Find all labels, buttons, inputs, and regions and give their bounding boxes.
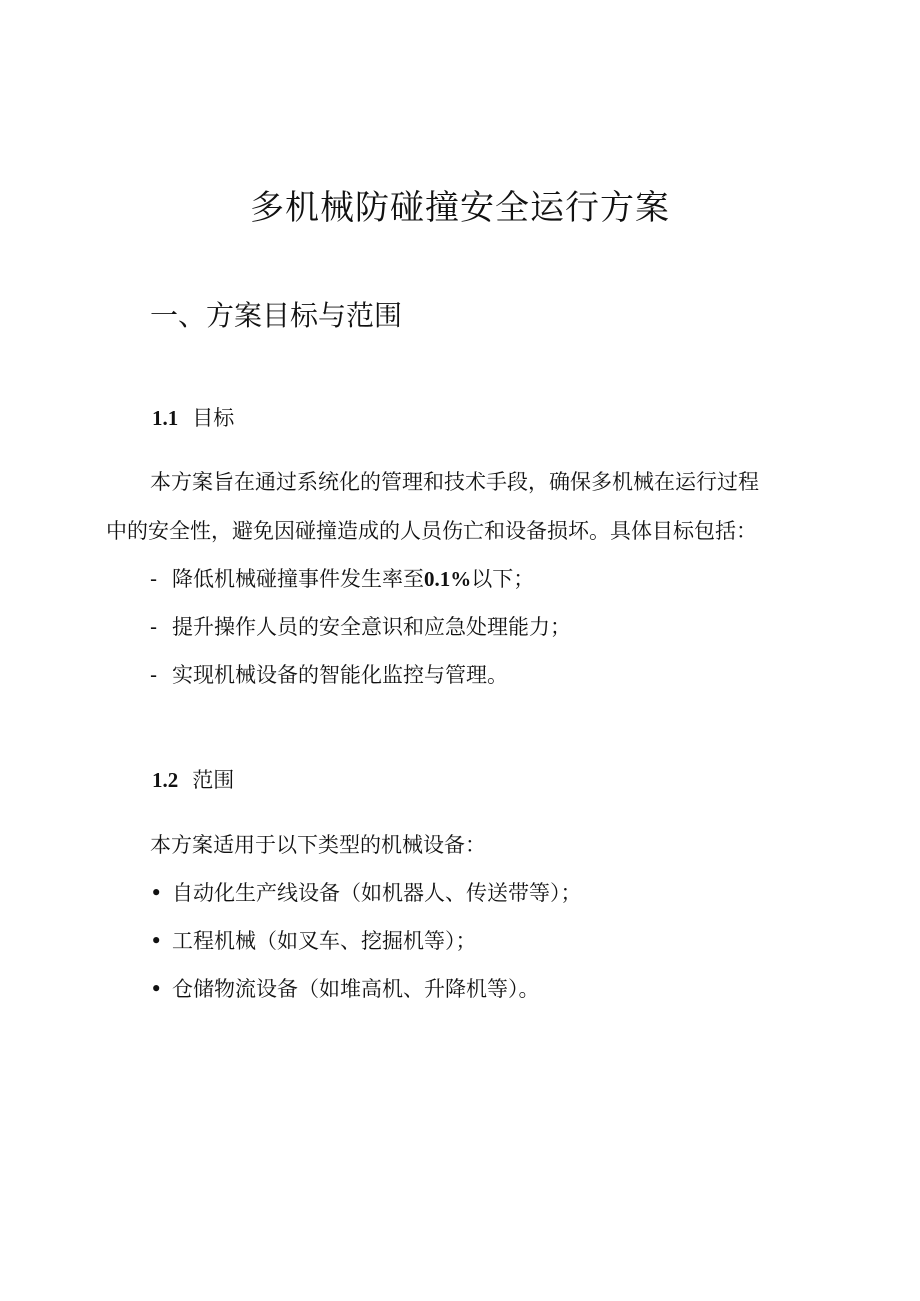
bullet-marker: • (150, 977, 163, 1001)
section-heading: 一、方案目标与范围 (150, 299, 403, 332)
goal-text-before: 降低机械碰撞事件发生率至 (172, 567, 424, 591)
goal-text: 实现机械设备的智能化监控与管理。 (172, 663, 508, 687)
subsection-number: 1.1 (152, 406, 179, 430)
scope-text: 自动化生产线设备（如机器人、传送带等）； (172, 881, 582, 905)
subsection-heading-scope (152, 764, 234, 794)
scope-item (150, 878, 582, 908)
goal-target-value: 0.1% (424, 567, 472, 591)
bullet-marker: • (150, 929, 163, 953)
goal-text: 提升操作人员的安全意识和应急处理能力； (172, 615, 571, 639)
scope-item (150, 974, 540, 1004)
subsection-heading-goals (152, 402, 234, 432)
goal-text-after: 以下； (471, 567, 535, 591)
scope-text: 工程机械（如叉车、挖掘机等）； (172, 929, 477, 953)
goal-item (150, 564, 534, 594)
goal-item (150, 612, 571, 642)
goals-paragraph-line-2: 中的安全性，避免因碰撞造成的人员伤亡和设备损坏。具体目标包括： (106, 519, 757, 543)
subsection-number: 1.2 (152, 768, 179, 792)
subsection-title: 目标 (192, 406, 235, 430)
scope-text: 仓储物流设备（如堆高机、升降机等）。 (172, 977, 540, 1001)
document-title: 多机械防碰撞安全运行方案 (250, 188, 670, 228)
dash-marker: - (150, 615, 158, 639)
dash-marker: - (150, 663, 158, 687)
goal-item (150, 660, 508, 690)
goals-paragraph-line-1: 本方案旨在通过系统化的管理和技术手段，确保多机械在运行过程 (150, 470, 759, 494)
bullet-marker: • (150, 881, 163, 905)
scope-item (150, 926, 477, 956)
scope-intro: 本方案适用于以下类型的机械设备： (150, 833, 486, 857)
dash-marker: - (150, 567, 158, 591)
subsection-title: 范围 (192, 768, 235, 792)
